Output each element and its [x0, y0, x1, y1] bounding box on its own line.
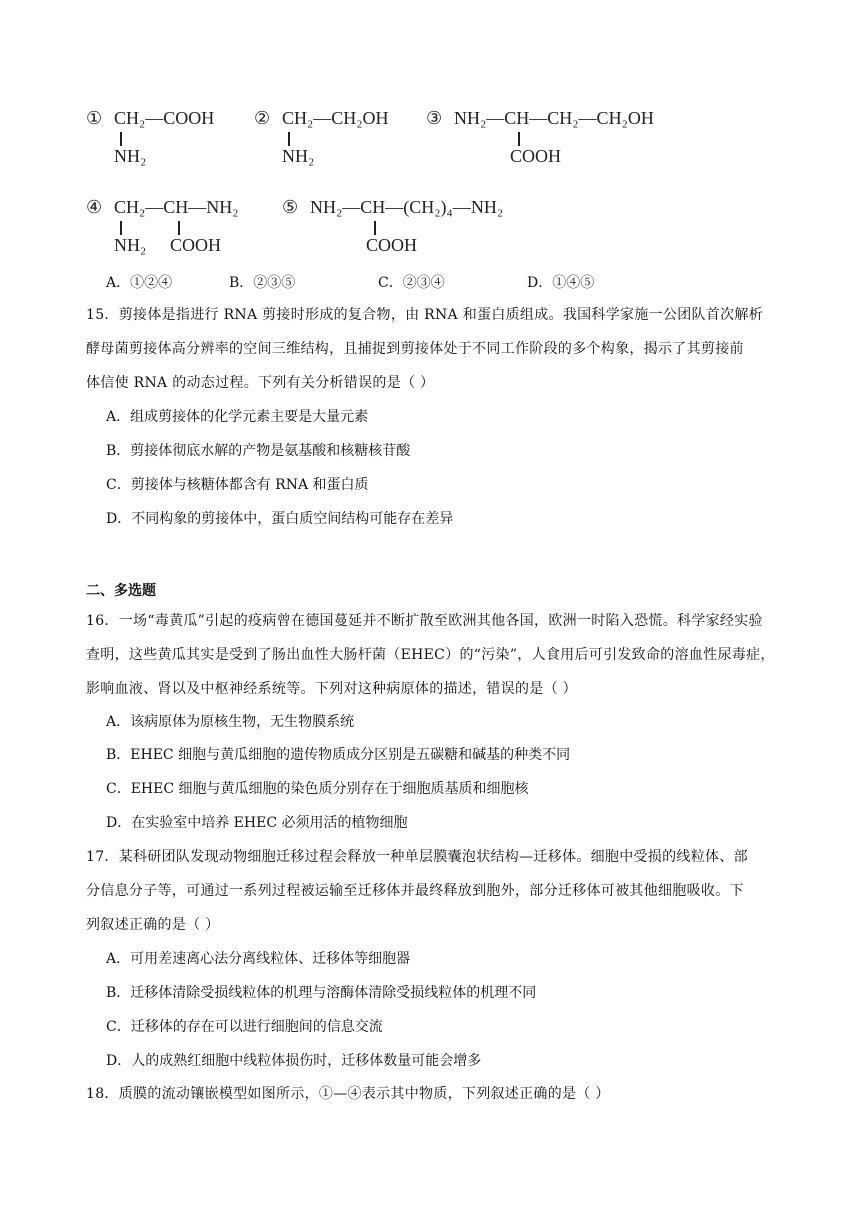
structure-number: ③ [426, 108, 443, 128]
q16-option-b[interactable]: B．EHEC 细胞与黄瓜细胞的遗传物质成分区别是五碳糖和碱基的种类不同 [106, 747, 571, 763]
q16-stem-line-3: 影响血液、肾以及中枢神经系统等。下列对这种病原体的描述，错误的是（ ） [86, 681, 577, 697]
q16-option-a[interactable]: A．该病原体为原核生物，无生物膜系统 [106, 714, 355, 730]
q16-stem-line-2: 查明，这些黄瓜其实是受到了肠出血性大肠杆菌（EHEC）的“污染”，人食用后可引发致命的溶血性尿毒症， [86, 647, 775, 663]
bond-line [374, 221, 376, 235]
structure-substituent: COOH [510, 146, 562, 166]
q16-stem-line-1: 16．一场“毒黄瓜”引起的疫病曾在德国蔓延并不断扩散至欧洲其他各国，欧洲一时陷入恐慌。科学家经实验 [86, 613, 763, 629]
structure-5 [282, 197, 552, 257]
structure-main-chain: NH₂—CH—(CH₂)₄—NH₂ [310, 197, 504, 217]
structure-number: ⑤ [282, 197, 299, 217]
q14-option-a[interactable]: A．①②④ [106, 275, 173, 291]
structure-4 [86, 197, 276, 257]
structure-substituent: NH₂ [114, 146, 147, 166]
q15-option-b[interactable]: B．剪接体彻底水解的产物是氨基酸和核糖核苷酸 [106, 443, 411, 459]
q17-stem-line-3: 列叙述正确的是（ ） [86, 917, 220, 933]
q14-option-b[interactable]: B．②③⑤ [229, 275, 296, 291]
structure-number: ① [86, 108, 103, 128]
structure-substituent: NH₂ [282, 146, 315, 166]
bond-line [518, 132, 520, 146]
structure-main-chain: NH₂—CH—CH₂—CH₂OH [454, 108, 654, 128]
q17-stem-line-1: 17．某科研团队发现动物细胞迁移过程会释放一种单层膜囊泡状结构—迁移体。细胞中受损的线粒体、部 [86, 849, 748, 865]
bond-line [120, 132, 122, 146]
q17-option-c[interactable]: C．迁移体的存在可以进行细胞间的信息交流 [106, 1019, 383, 1035]
structure-main-chain: CH₂—CH—NH₂ [114, 197, 239, 217]
structure-1 [86, 108, 246, 168]
q16-option-c[interactable]: C．EHEC 细胞与黄瓜细胞的染色质分别存在于细胞质基质和细胞核 [106, 781, 529, 797]
q16-option-d[interactable]: D．在实验室中培养 EHEC 必须用活的植物细胞 [106, 815, 408, 831]
q17-stem-line-2: 分信息分子等，可通过一系列过程被运输至迁移体并最终释放到胞外，部分迁移体可被其他细胞吸收。下 [86, 883, 744, 899]
q17-option-a[interactable]: A．可用差速离心法分离线粒体、迁移体等细胞器 [106, 951, 411, 967]
q17-option-b[interactable]: B．迁移体清除受损线粒体的机理与溶酶体清除受损线粒体的机理不同 [106, 985, 537, 1001]
q15-option-c[interactable]: C．剪接体与核糖体都含有 RNA 和蛋白质 [106, 477, 369, 493]
q15-stem-line-1: 15．剪接体是指进行 RNA 剪接时形成的复合物，由 RNA 和蛋白质组成。我国科学家施一公团队首次解析 [86, 307, 764, 323]
q18-stem-line-1: 18．质膜的流动镶嵌模型如图所示，①—④表示其中物质，下列叙述正确的是（ ） [86, 1086, 610, 1102]
bond-line [178, 221, 180, 235]
structure-substituent: COOH [170, 235, 222, 255]
structure-number: ② [254, 108, 271, 128]
bond-line [288, 132, 290, 146]
q15-option-d[interactable]: D．不同构象的剪接体中，蛋白质空间结构可能存在差异 [106, 511, 454, 527]
structure-3 [426, 108, 696, 168]
q14-option-c[interactable]: C．②③④ [378, 275, 445, 291]
structure-number: ④ [86, 197, 103, 217]
q14-option-d[interactable]: D．①④⑤ [527, 275, 595, 291]
structure-substituent: COOH [366, 235, 418, 255]
bond-line [120, 221, 122, 235]
q15-stem-line-3: 体信使 RNA 的动态过程。下列有关分析错误的是（ ） [86, 375, 435, 391]
structure-main-chain: CH₂—CH₂OH [282, 108, 389, 128]
structure-main-chain: CH₂—COOH [114, 108, 215, 128]
q15-option-a[interactable]: A．组成剪接体的化学元素主要是大量元素 [106, 409, 369, 425]
q15-stem-line-2: 酵母菌剪接体高分辨率的空间三维结构，且捕捉到剪接体处于不同工作阶段的多个构象，揭示了其剪接前 [86, 341, 744, 357]
q17-option-d[interactable]: D．人的成熟红细胞中线粒体损伤时，迁移体数量可能会增多 [106, 1053, 482, 1069]
structure-2 [254, 108, 414, 168]
structure-substituent: NH₂ [114, 235, 147, 255]
section-heading: 二、多选题 [86, 583, 156, 599]
